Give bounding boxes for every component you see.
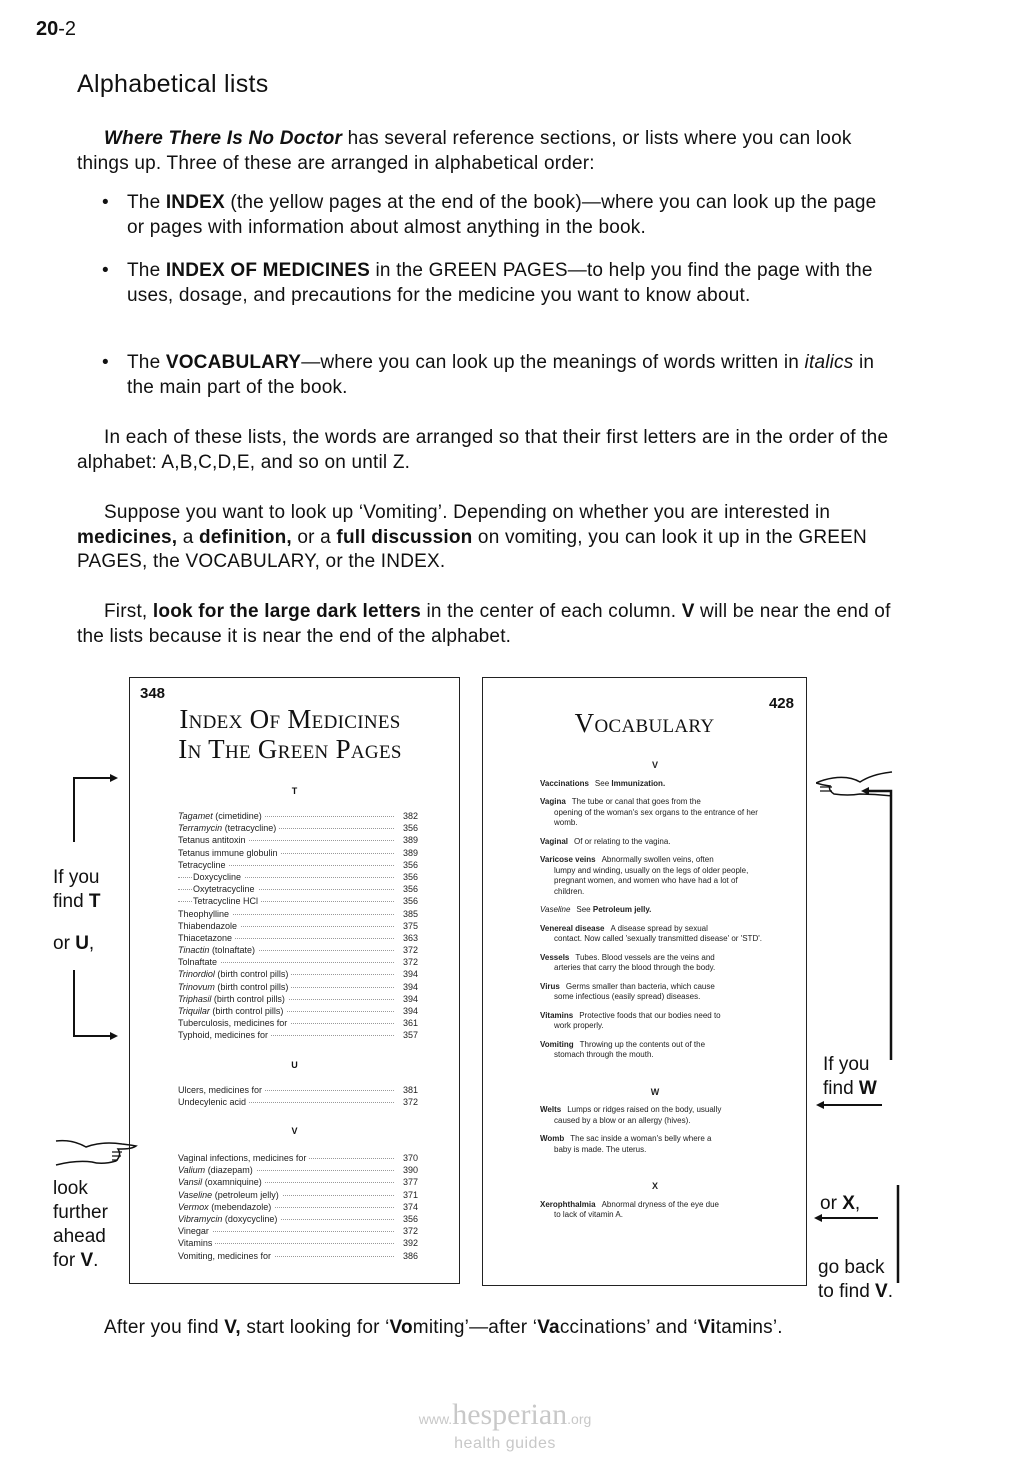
- vocab-title: Vocabulary: [574, 708, 715, 738]
- index-entry-page: 356: [400, 895, 418, 907]
- book-title: Where There Is No Doctor: [104, 128, 343, 149]
- index-entry: [178, 1096, 418, 1108]
- vocab-cross-reference: Immunization.: [611, 778, 666, 788]
- index-entry: [178, 810, 418, 822]
- vocab-term: Vessels: [540, 952, 570, 962]
- index-entry-page: 356: [400, 859, 418, 871]
- index-entry-name: Vinegar: [178, 1225, 212, 1237]
- vocabulary-panel: [482, 677, 807, 1286]
- vocab-definition: Throwing up the contents out of the: [579, 1039, 706, 1049]
- vocab-entry: Vessels Tubes. Blood vessels are the veins and arteries that carry the blood through the body.: [540, 952, 716, 972]
- index-entry: [178, 1201, 418, 1213]
- index-entry-name: Tagamet (cimetidine): [178, 810, 265, 822]
- arrow-left-icon: [814, 1211, 880, 1225]
- index-entry: [178, 859, 418, 871]
- page-in-chapter: 2: [64, 18, 77, 40]
- index-entry: [178, 944, 418, 956]
- index-entry: [178, 1164, 418, 1176]
- arrow-right-icon: [110, 774, 118, 782]
- vocab-list: [540, 760, 770, 1229]
- page-number: [36, 18, 76, 41]
- after-paragraph: After you find V, start looking for ‘Vomiting’—after ‘Vaccinations’ and ‘Vitamins’.: [104, 1317, 783, 1338]
- vocab-entry: Xerophthalmia Abnormal dryness of the eye due to lack of vitamin A.: [540, 1199, 719, 1219]
- vocab-entry: Vitamins Protective foods that our bodies need to work properly.: [540, 1010, 721, 1030]
- chapter-number: 20: [36, 18, 59, 40]
- bullet-dot-icon: •: [102, 260, 109, 281]
- bullet-index: • The INDEX (the yellow pages at the end of the book)—where you can look up the page or pages with information about almost anything in the book.: [102, 192, 877, 238]
- arrow-left-icon: [861, 787, 869, 795]
- vocab-definition: See: [594, 778, 612, 788]
- index-list-t: [178, 810, 418, 1042]
- hesperian-watermark: www.hesperian.org health guides: [418, 1398, 592, 1452]
- right-annotation-w: If you find W: [823, 1054, 877, 1099]
- index-entry-name: Vaseline (petroleum jelly): [178, 1189, 282, 1201]
- vocab-entry: Womb The sac inside a woman's belly where a baby is made. The uterus.: [540, 1134, 712, 1154]
- index-entry-page: 381: [400, 1084, 418, 1096]
- index-entry-page: 394: [400, 981, 418, 993]
- index-entry-page: 375: [400, 920, 418, 932]
- index-list-u: [178, 1084, 418, 1108]
- index-entry-name: Trinovum (birth control pills): [178, 981, 291, 993]
- index-entry-name: Undecylenic acid: [178, 1096, 249, 1108]
- index-title: Index Of Medicines In The Green Pages: [178, 704, 402, 764]
- index-entry: [178, 871, 418, 883]
- index-entry-page: 394: [400, 1005, 418, 1017]
- vocab-term: Womb: [540, 1134, 565, 1143]
- index-entry: [178, 920, 418, 932]
- right-vertical-line: [895, 1185, 901, 1285]
- vocab-definition: Germs smaller than bacteria, which cause: [565, 981, 715, 991]
- index-entry: [178, 968, 418, 980]
- bullet-vocabulary: • The VOCABULARY—where you can look up the meanings of words written in italics in the main part of the book.: [102, 352, 875, 398]
- index-letter-t: T: [291, 786, 298, 796]
- index-entry-page: 361: [400, 1017, 418, 1029]
- vocab-term: Varicose veins: [540, 855, 596, 864]
- arrow-right-icon: [110, 1032, 118, 1040]
- index-entry: [178, 956, 418, 968]
- vocab-page-number: 428: [768, 695, 794, 712]
- index-entry-page: 356: [400, 1213, 418, 1225]
- index-entry-page: 377: [400, 1176, 418, 1188]
- index-entry-page: 370: [400, 1152, 418, 1164]
- index-entry-name: Vitamins: [178, 1237, 215, 1249]
- index-entry: [178, 1084, 418, 1096]
- page-separator: -: [58, 18, 65, 40]
- index-entry: [178, 1176, 418, 1188]
- vocab-entry: Varicose veins Abnormally swollen veins, often lumpy and winding, usually on the legs of older people, pregnant women, and women who have had a lot of children.: [540, 855, 749, 896]
- vocab-entry: Vomiting Throwing up the contents out of the stomach through the mouth.: [540, 1039, 706, 1059]
- index-entry: [178, 1237, 418, 1249]
- index-entry-name: Tetracycline HCl: [193, 895, 261, 907]
- right-annotation-x: or X,: [820, 1193, 861, 1214]
- index-entry: [178, 1225, 418, 1237]
- vocab-definition: Abnormally swollen veins, often: [601, 855, 714, 864]
- index-entry-page: 392: [400, 1237, 418, 1249]
- right-bracket-arrow: [855, 760, 895, 1070]
- section-title: Alphabetical lists: [77, 70, 269, 98]
- index-entry: [178, 1005, 418, 1017]
- index-entry-name: Vomiting, medicines for: [178, 1250, 274, 1262]
- index-entry-page: 386: [400, 1250, 418, 1262]
- arrow-left-icon: [816, 1098, 886, 1112]
- index-entry-name: Doxycycline: [193, 871, 244, 883]
- index-entry-name: Tetracycline: [178, 859, 229, 871]
- index-entry-page: 371: [400, 1189, 418, 1201]
- index-entry: [178, 847, 418, 859]
- index-entry-name: Tolnaftate: [178, 956, 220, 968]
- intro-paragraph: Where There Is No Doctor has several reference sections, or lists where you can look things up. Three of these are arranged in alphabetical order:: [77, 128, 852, 174]
- index-entry: [178, 834, 418, 846]
- index-entry-name: Ulcers, medicines for: [178, 1084, 265, 1096]
- vocab-entry: Vagina The tube or canal that goes from the opening of the woman's sex organs to the entrance of her womb.: [540, 797, 758, 827]
- index-entry: [178, 895, 418, 907]
- first-paragraph: First, look for the large dark letters in the center of each column. V will be near the end of the lists because it is near the end of the alphabet.: [77, 601, 891, 647]
- index-entry-page: 356: [400, 883, 418, 895]
- vocab-definition: Of or relating to the vagina.: [574, 836, 671, 846]
- index-entry: [178, 1029, 418, 1041]
- vocab-letter-w: W: [650, 1086, 660, 1097]
- index-entry-name: Thiacetazone: [178, 932, 235, 944]
- index-letter-u: U: [291, 1060, 298, 1070]
- bullet-dot-icon: •: [102, 192, 109, 213]
- vocab-term: Venereal disease: [540, 923, 605, 933]
- order-paragraph: In each of these lists, the words are arranged so that their first letters are in the order of the alphabet: A,B,C,D,E, and so on until Z.: [77, 427, 889, 473]
- index-entry: [178, 908, 418, 920]
- index-entry-page: 356: [400, 871, 418, 883]
- index-list-v: [178, 1152, 418, 1262]
- vocab-entry: [540, 905, 770, 916]
- index-entry-name: Vansil (oxamniquine): [178, 1176, 265, 1188]
- index-entry-name: Typhoid, medicines for: [178, 1029, 271, 1041]
- bullet-index-of-medicines: • The INDEX OF MEDICINES in the GREEN PAGES—to help you find the page with the uses, dosage, and precautions for the medicine you want to know about.: [102, 260, 873, 306]
- index-entry-page: 385: [400, 908, 418, 920]
- vocab-entry: Welts Lumps or ridges raised on the body, usually caused by a blow or an allergy (hives).: [540, 1105, 722, 1125]
- index-entry: [178, 932, 418, 944]
- index-page-number: 348: [140, 685, 166, 702]
- index-entry-page: 394: [400, 993, 418, 1005]
- vocab-term: Xerophthalmia: [540, 1199, 596, 1209]
- index-entry-name: Triquilar (birth control pills): [178, 1005, 286, 1017]
- index-entry-name: Vaginal infections, medicines for: [178, 1152, 309, 1164]
- vocab-definition: Abnormal dryness of the eye due: [601, 1199, 719, 1209]
- index-entry: [178, 993, 418, 1005]
- index-entry: [178, 1189, 418, 1201]
- index-entry-name: Vermox (mebendazole): [178, 1201, 274, 1213]
- vocab-term: Vitamins: [540, 1010, 574, 1020]
- index-entry: [178, 1017, 418, 1029]
- vocab-definition: A disease spread by sexual: [610, 923, 708, 933]
- vocab-entry: [540, 779, 770, 790]
- index-entry-page: 363: [400, 932, 418, 944]
- left-annotation-tu: If you find T or U,: [53, 867, 101, 954]
- vocab-term: Vagina: [540, 797, 566, 806]
- index-entry-name: Oxytetracycline: [193, 883, 258, 895]
- vocab-term: Vomiting: [540, 1039, 574, 1049]
- index-entry-name: Trinordiol (birth control pills): [178, 968, 291, 980]
- index-entry-page: 394: [400, 968, 418, 980]
- index-entry-page: 372: [400, 956, 418, 968]
- vocab-term: Vaccinations: [540, 778, 589, 788]
- vocab-entry: Virus Germs smaller than bacteria, which cause some infectious (easily spread) diseases.: [540, 981, 715, 1001]
- index-entry-page: 356: [400, 822, 418, 834]
- index-entry-page: 372: [400, 1096, 418, 1108]
- index-entry-page: 390: [400, 1164, 418, 1176]
- index-entry-name: Thiabendazole: [178, 920, 240, 932]
- index-entry-name: Tetanus antitoxin: [178, 834, 249, 846]
- vocab-definition: Protective foods that our bodies need to: [579, 1010, 721, 1020]
- index-entry-name: Tinactin (tolnaftate): [178, 944, 258, 956]
- index-entry: [178, 1250, 418, 1262]
- vocab-definition: Lumps or ridges raised on the body, usually: [567, 1105, 722, 1114]
- vocab-letter-v: V: [651, 760, 658, 770]
- index-entry-name: Tetanus immune globulin: [178, 847, 281, 859]
- index-entry-name: Valium (diazepam): [178, 1164, 256, 1176]
- index-entry-name: Tuberculosis, medicines for: [178, 1017, 290, 1029]
- index-letter-v: V: [291, 1126, 298, 1136]
- index-entry-page: 389: [400, 834, 418, 846]
- index-entry: [178, 822, 418, 834]
- left-annotation-v: look further ahead for V.: [53, 1178, 108, 1271]
- vocab-definition: Tubes. Blood vessels are the veins and: [575, 952, 715, 962]
- index-entry-name: Triphasil (birth control pills): [178, 993, 288, 1005]
- vocab-letter-x: X: [651, 1181, 658, 1191]
- vocab-term: Virus: [540, 981, 560, 991]
- suppose-paragraph: Suppose you want to look up ‘Vomiting’. Depending on whether you are interested in medicines, a definition, or a full discussion on vomiting, you can look it up in the GREEN PAGES, the VOCABULARY, or the INDEX.: [77, 502, 867, 572]
- index-entry-page: 372: [400, 1225, 418, 1237]
- index-entry-name: Theophylline: [178, 908, 232, 920]
- vocab-term: Vaseline: [540, 905, 571, 914]
- pointing-hand-right-icon: [52, 1135, 142, 1175]
- vocab-term: Welts: [540, 1105, 562, 1114]
- index-entry-page: 382: [400, 810, 418, 822]
- index-entry: [178, 981, 418, 993]
- vocab-cross-reference: Petroleum jelly.: [592, 905, 652, 914]
- index-entry-page: 372: [400, 944, 418, 956]
- right-annotation-back: go back to find V.: [818, 1257, 894, 1302]
- vocab-entry: [540, 837, 770, 848]
- vocab-entry: Venereal disease A disease spread by sexual contact. Now called 'sexually transmitted disease' or 'STD'.: [540, 923, 762, 943]
- index-entry: [178, 1213, 418, 1225]
- vocab-definition: The tube or canal that goes from the: [571, 797, 701, 806]
- vocab-term: Vaginal: [540, 836, 569, 846]
- index-entry: [178, 1152, 418, 1164]
- index-of-medicines-panel: [129, 677, 460, 1284]
- index-entry: [178, 883, 418, 895]
- index-entry-page: 374: [400, 1201, 418, 1213]
- index-entry-name: Vibramycin (doxycycline): [178, 1213, 280, 1225]
- vocab-definition: See: [576, 905, 593, 914]
- vocab-definition: The sac inside a woman's belly where a: [570, 1134, 712, 1143]
- bullet-dot-icon: •: [102, 352, 109, 373]
- index-entry-name: Terramycin (tetracycline): [178, 822, 279, 834]
- index-entry-page: 389: [400, 847, 418, 859]
- index-entry-page: 357: [400, 1029, 418, 1041]
